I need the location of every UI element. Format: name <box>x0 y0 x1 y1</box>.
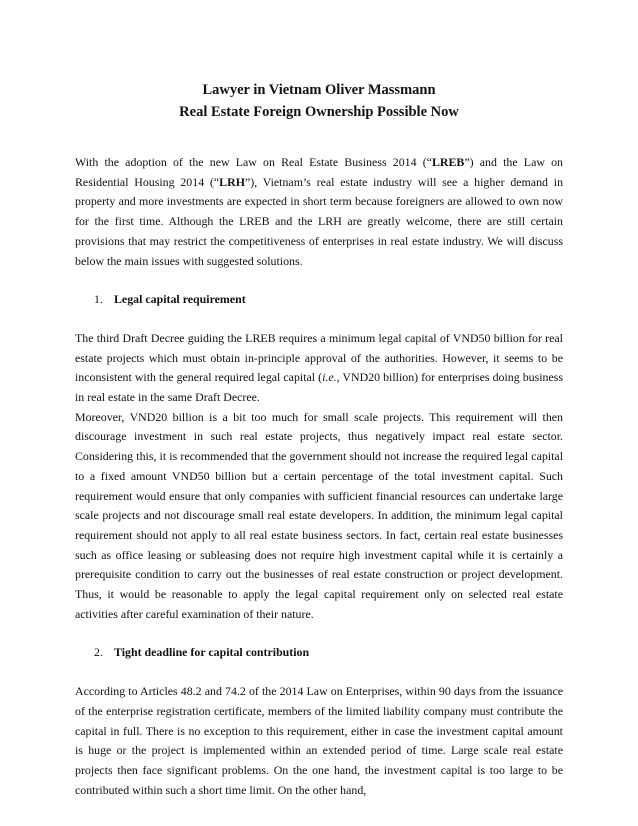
section-2-title: Tight deadline for capital contribution <box>114 645 310 660</box>
intro-term-lreb: LREB <box>431 155 465 169</box>
section-2-heading <box>75 643 563 663</box>
intro-term-lrh: LRH <box>219 174 245 189</box>
section-1-heading <box>75 290 563 310</box>
section-1-title: Legal capital requirement <box>114 292 246 307</box>
document-body <box>75 153 563 800</box>
section-2-paragraph-1: According to Articles 48.2 and 74.2 of the 2014 Law on Enterprises, within 90 days from the issuance of the enterprise registration certificate, members of the limited liability company must contribute the capital in full. There is no exception to this requirement, either in case the investment capital amount is huge or the project is implemented within an extended period of time. Large scale real estate projects then face significant problems. On the one hand, the investment capital is too large to be contributed within such a short time limit. On the other hand, <box>75 684 563 797</box>
section-1-number: 1. <box>94 292 103 307</box>
section-1-ie: i.e. <box>322 370 337 385</box>
section-1-text-b: , VND20 billion) for enterprises doing business in real estate in the same Draft Decree. <box>75 370 563 405</box>
section-1-paragraph-2: Moreover, VND20 billion is a bit too much for small scale projects. This requirement will then discourage investment in such real estate projects, thus negatively impact real estate sector. Considering this, it is recommended that the government should not increase the required legal capital to a fixed amount VND50 billion but a certain percentage of the total investment capital. Such requirement would ensure that only companies with sufficient financial resources can undertake large scale projects and not discourage small real estate developers. In addition, the minimum legal capital requirement should not apply to all real estate business sectors. In fact, certain real estate businesses such as office leasing or subleasing does not require high investment capital while it is certainly a prerequisite condition to carry out the businesses of real estate construction or project development. Thus, it would be reasonable to apply the legal capital requirement only on selected real estate activities after careful examination of their nature. <box>75 409 563 621</box>
intro-text-3: ”), Vietnam’s real estate industry will see a higher demand in property and more investments are expected in short term because foreigners are allowed to own now for the first time. Although the LREB and the LRH are greatly welcome, there are still certain provisions that may restrict the competitiveness of enterprises in real estate industry. We will discuss below the main issues with suggested solutions. <box>75 174 564 268</box>
section-2-number: 2. <box>94 645 103 660</box>
section-1-paragraph-1 <box>75 329 563 408</box>
section-1-text-a: The third Draft Decree guiding the LREB requires a minimum legal capital of VND50 billion for real estate projects which must obtain in-principle approval of the authorities. However, it seems to be inconsistent with the general required legal capital ( <box>75 330 563 385</box>
document-title-line-2: Real Estate Foreign Ownership Possible Now <box>179 104 459 120</box>
document-title-line-1: Lawyer in Vietnam Oliver Massmann <box>202 82 436 98</box>
intro-text-2: ”) and the Law on Residential Housing 2014 (“ <box>75 155 563 189</box>
intro-text-1: With the adoption of the new Law on Real Estate Business 2014 (“ <box>75 155 432 169</box>
intro-paragraph <box>75 153 563 271</box>
